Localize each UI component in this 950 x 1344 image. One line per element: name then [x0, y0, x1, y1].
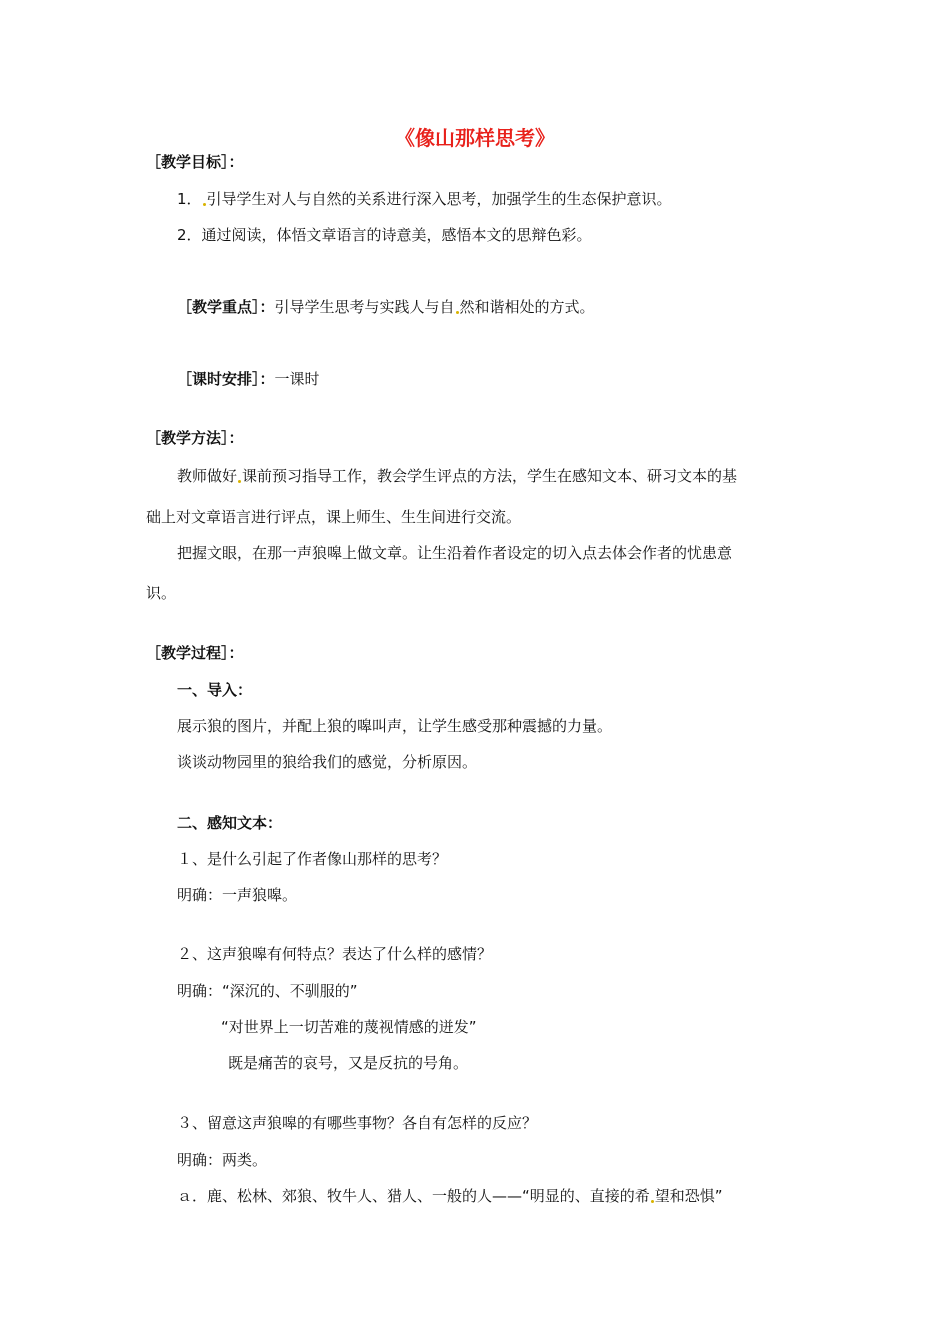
document-title: 《像山那样思考》: [395, 126, 555, 150]
objective-item-2: 2．通过阅读，体悟文章语言的诗意美，感悟本文的思辩色彩。: [177, 226, 592, 244]
focus-text-b: 然和谐相处的方式。: [459, 298, 595, 316]
objectives-heading: ［教学目标］：: [146, 153, 244, 171]
answer-3-line1: 明确：两类。: [177, 1151, 268, 1169]
answer-1: 明确：一声狼嗥。: [177, 886, 298, 904]
process-heading: ［教学过程］：: [146, 644, 244, 662]
marker-dot-icon: [651, 1200, 654, 1203]
section1-line1: 展示狼的图片，并配上狼的嗥叫声，让学生感受那种震撼的力量。: [177, 717, 613, 735]
method-p1-line1-a: 教师做好: [177, 467, 238, 485]
question-2: ２、这声狼嗥有何特点？表达了什么样的感情？: [177, 945, 493, 963]
marker-dot-icon: [203, 203, 206, 206]
answer-3-line2-b: 望和恐惧”: [654, 1187, 723, 1205]
method-p1-line2: 础上对文章语言进行评点，课上师生、生生间进行交流。: [146, 508, 522, 526]
answer-2-line2: “对世界上一切苦难的蔑视情感的迸发”: [221, 1018, 477, 1036]
focus-line: [177, 297, 595, 317]
question-3: ３、留意这声狼嗥的有哪些事物？各自有怎样的反应？: [177, 1114, 538, 1132]
schedule-heading: ［课时安排］：: [177, 370, 275, 388]
objective-item-1-number: 1．: [177, 190, 202, 208]
section1-line2: 谈谈动物园里的狼给我们的感觉，分析原因。: [177, 753, 478, 771]
answer-2-line3: 既是痛苦的哀号，又是反抗的号角。: [228, 1054, 469, 1072]
method-p2-line1: 把握文眼，在那一声狼嗥上做文章。让生沿着作者设定的切入点去体会作者的忧患意: [177, 544, 733, 562]
marker-dot-icon: [456, 311, 459, 314]
method-p2-line2: 识。: [146, 584, 177, 602]
answer-3-line2-a: ａ．鹿、松林、郊狼、牧牛人、猎人、一般的人——“明显的、直接的希: [177, 1187, 650, 1205]
section1-heading: 一、导入：: [177, 681, 253, 699]
focus-text-a: 引导学生思考与实践人与自: [274, 298, 455, 316]
method-heading: ［教学方法］：: [146, 429, 244, 447]
method-p1-line1: [177, 466, 737, 486]
objective-item-1: [177, 189, 672, 209]
answer-3-line2: [177, 1186, 723, 1206]
section2-heading: 二、感知文本：: [177, 814, 283, 832]
answer-2-line1: 明确：“深沉的、不驯服的”: [177, 982, 358, 1000]
objective-item-1-text: 引导学生对人与自然的关系进行深入思考，加强学生的生态保护意识。: [206, 190, 672, 208]
question-1: １、是什么引起了作者像山那样的思考？: [177, 850, 448, 868]
marker-dot-icon: [238, 480, 241, 483]
method-p1-line1-b: 课前预习指导工作，教会学生评点的方法，学生在感知文本、研习文本的基: [242, 467, 738, 485]
focus-heading: ［教学重点］：: [177, 298, 275, 316]
schedule-line: [177, 369, 320, 389]
schedule-text: 一课时: [274, 370, 320, 388]
